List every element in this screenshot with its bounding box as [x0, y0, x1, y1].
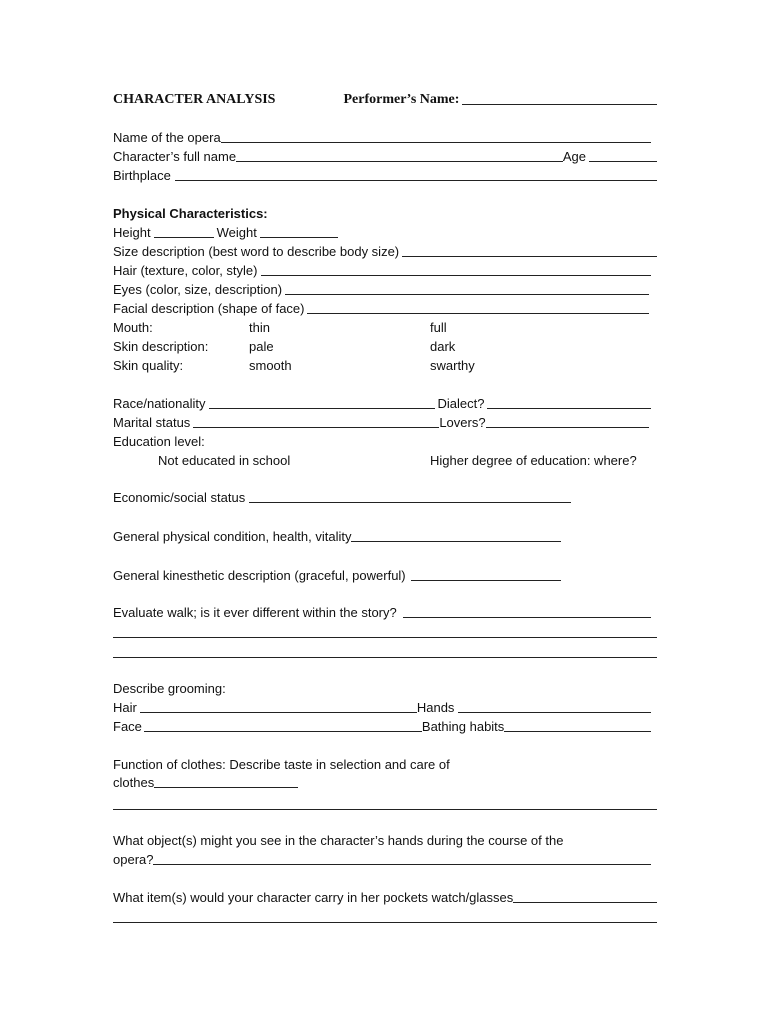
weight-field[interactable] [260, 225, 338, 238]
pockets-label: What item(s) would your character carry in her pockets watch/glasses [113, 890, 514, 905]
height-weight-row [113, 222, 657, 241]
lovers-field[interactable] [486, 415, 649, 428]
clothes-label: Function of clothes: Describe taste in selection and care of [113, 757, 450, 772]
grooming-face-label: Face [113, 719, 142, 734]
facial-label: Facial description (shape of face) [113, 301, 305, 316]
pockets-row [113, 887, 657, 906]
opera-name-row [113, 127, 657, 146]
mouth-option-full[interactable]: full [430, 320, 447, 335]
full-name-field[interactable] [236, 149, 563, 162]
kinesthetic-label: General kinesthetic description (graceful, powerful) [113, 568, 406, 583]
clothes-row-1 [113, 754, 657, 773]
dialect-field[interactable] [487, 396, 651, 409]
economic-field[interactable] [249, 490, 571, 503]
general-physical-row [113, 526, 657, 545]
birthplace-label: Birthplace [113, 168, 171, 183]
hair-field[interactable] [261, 263, 652, 276]
mouth-label: Mouth: [113, 320, 153, 335]
walk-extra-line-2[interactable] [113, 657, 657, 658]
opera-name-label: Name of the opera [113, 130, 221, 145]
weight-label: Weight [216, 225, 257, 240]
education-row [113, 431, 657, 450]
clothes-field[interactable] [154, 775, 298, 788]
walk-extra-line-1[interactable] [113, 637, 657, 638]
pockets-extra-line[interactable] [113, 922, 657, 923]
skin-quality-row [113, 355, 657, 374]
objects-row-1 [113, 830, 657, 849]
eyes-label: Eyes (color, size, description) [113, 282, 283, 297]
birthplace-row [113, 165, 657, 184]
performer-name-field[interactable] [462, 92, 657, 105]
hair-row [113, 260, 657, 279]
performer-name-label: Performer’s Name: [343, 92, 460, 107]
race-row [113, 393, 657, 412]
mouth-row [113, 317, 657, 336]
size-label: Size description (best word to describe body size) [113, 244, 400, 259]
bathing-field[interactable] [504, 719, 651, 732]
clothes-row-2 [113, 772, 657, 791]
objects-label: What object(s) might you see in the character’s hands during the course of the [113, 833, 564, 848]
general-physical-label: General physical condition, health, vitality [113, 529, 352, 544]
grooming-face-field[interactable] [144, 719, 422, 732]
objects-field[interactable] [153, 852, 651, 865]
skin-option-dark[interactable]: dark [430, 339, 456, 354]
pockets-field[interactable] [513, 890, 657, 903]
facial-row [113, 298, 657, 317]
kinesthetic-row [113, 565, 657, 584]
race-label: Race/nationality [113, 396, 206, 411]
walk-label: Evaluate walk; is it ever different within the story? [113, 605, 397, 620]
mouth-option-thin[interactable]: thin [249, 320, 270, 335]
economic-row [113, 487, 657, 506]
education-label: Education level: [113, 434, 205, 449]
grooming-hair-row [113, 697, 657, 716]
grooming-hands-label: Hands [416, 700, 455, 715]
eyes-field[interactable] [285, 282, 649, 295]
physical-heading: Physical Characteristics: [113, 206, 268, 221]
skin-option-swarthy[interactable]: swarthy [430, 358, 475, 373]
objects-row-2 [113, 849, 657, 868]
height-label: Height [113, 225, 151, 240]
grooming-heading-row [113, 678, 657, 697]
skin-option-pale[interactable]: pale [249, 339, 274, 354]
grooming-hair-field[interactable] [140, 700, 417, 713]
full-name-row [113, 146, 657, 165]
height-field[interactable] [154, 225, 214, 238]
clothes-label-2: clothes [113, 775, 155, 790]
birthplace-field[interactable] [175, 168, 657, 181]
age-field[interactable] [589, 149, 657, 162]
skin-quality-label: Skin quality: [113, 358, 184, 373]
clothes-extra-line[interactable] [113, 809, 657, 810]
marital-field[interactable] [193, 415, 439, 428]
size-row [113, 241, 657, 260]
skin-option-smooth[interactable]: smooth [249, 358, 292, 373]
economic-label: Economic/social status [113, 490, 246, 505]
walk-row [113, 602, 657, 621]
size-field[interactable] [402, 244, 657, 257]
dialect-label: Dialect? [437, 396, 485, 411]
age-label: Age [562, 149, 586, 164]
kinesthetic-field[interactable] [411, 568, 561, 581]
lovers-label: Lovers? [439, 415, 486, 430]
opera-name-field[interactable] [221, 130, 651, 143]
general-physical-field[interactable] [351, 529, 561, 542]
hair-label: Hair (texture, color, style) [113, 263, 258, 278]
grooming-face-row [113, 716, 657, 735]
full-name-label: Character’s full name [113, 149, 237, 164]
education-option-higher[interactable]: Higher degree of education: where? [430, 453, 637, 468]
objects-label-2: opera? [113, 852, 154, 867]
race-field[interactable] [209, 396, 435, 409]
marital-row [113, 412, 657, 431]
skin-description-row [113, 336, 657, 355]
grooming-heading: Describe grooming: [113, 681, 226, 696]
physical-heading-row [113, 203, 657, 222]
grooming-hair-label: Hair [113, 700, 137, 715]
walk-field[interactable] [403, 605, 651, 618]
form-title: CHARACTER ANALYSIS [113, 92, 276, 107]
bathing-label: Bathing habits [421, 719, 505, 734]
skin-description-label: Skin description: [113, 339, 209, 354]
facial-field[interactable] [307, 301, 649, 314]
form-header [113, 89, 657, 108]
education-option-none[interactable]: Not educated in school [158, 453, 291, 468]
grooming-hands-field[interactable] [458, 700, 651, 713]
eyes-row [113, 279, 657, 298]
education-options-row [113, 450, 657, 469]
marital-label: Marital status [113, 415, 191, 430]
